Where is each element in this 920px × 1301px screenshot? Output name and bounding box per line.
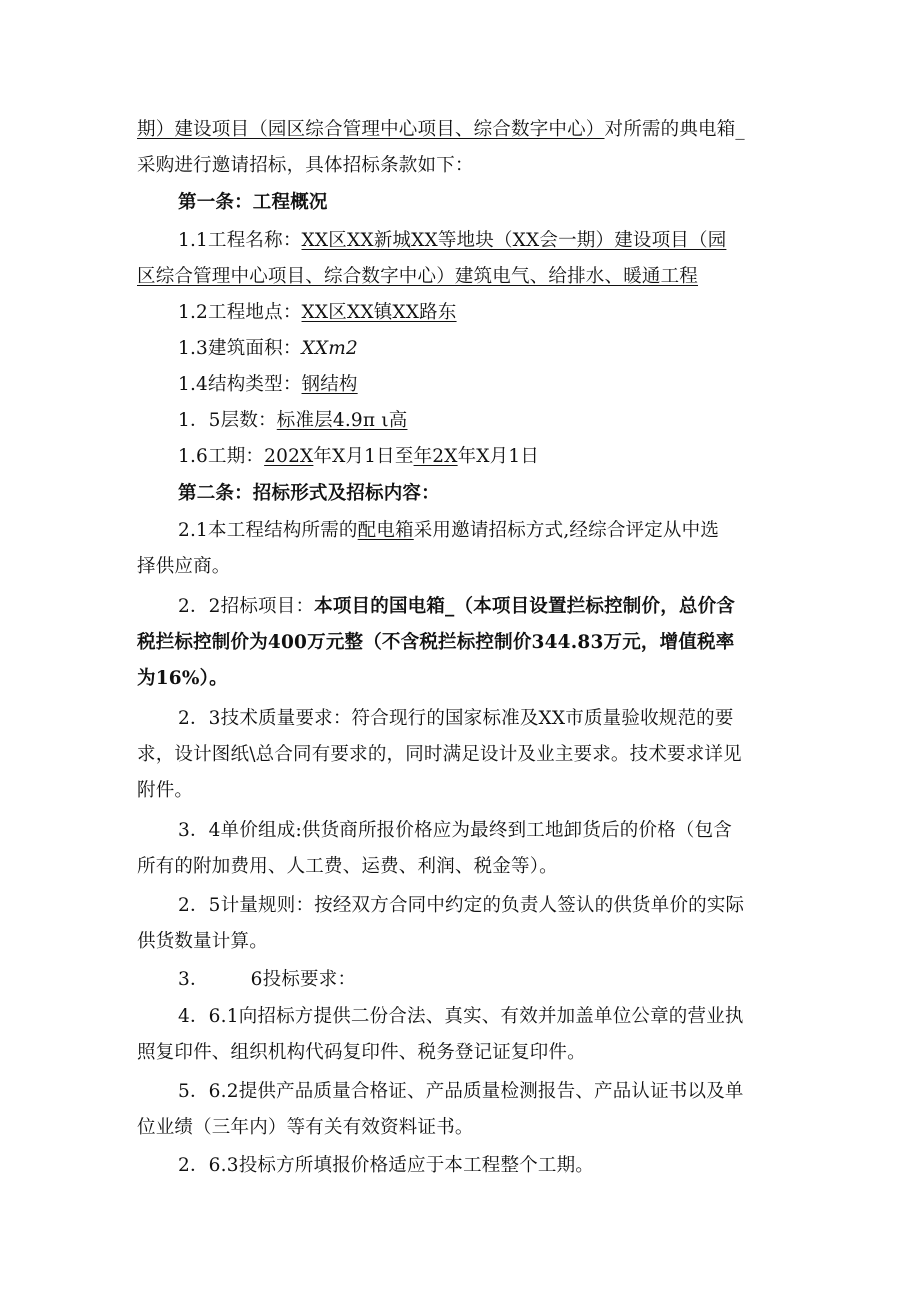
construction-period-end-date: 年X月1日: [457, 446, 540, 467]
clause-3-6-text: 6投标要求：: [250, 969, 357, 990]
intro-purchase-item: 对所需的典电箱_: [604, 119, 745, 140]
clause-2-2-line-3: 为16%）。: [137, 668, 228, 689]
project-site-value: XX区XX镇XX路东: [301, 302, 457, 323]
clause-2-1-line-2: 择供应商。: [137, 556, 231, 577]
clause-2-3-line-1: 2．3技术质量要求：符合现行的国家标准及XX市质量验收规范的要: [178, 708, 734, 729]
floors-line: [178, 408, 407, 434]
clause-3-6-number: 3．: [178, 969, 209, 990]
clause-3-4-line-2: 所有的附加费用、人工费、运费、利润、税金等）。: [137, 856, 558, 877]
project-name-label: 1.1工程名称：: [178, 230, 302, 251]
construction-period-line: [178, 444, 539, 470]
clause-2-1-item: 配电箱: [357, 520, 414, 541]
project-site-label: 1.2工程地点：: [178, 302, 302, 323]
clause-3-4-line-1: 3．4单价组成:供货商所报价格应为最终到工地卸货后的价格（包含: [178, 820, 732, 841]
floors-value: 标准层4.9π ι高: [276, 410, 408, 431]
building-area-label: 1.3建筑面积：: [178, 338, 302, 359]
project-name-value-1: XX区XX新城XX等地块（XX会一期）建设项目（园: [301, 230, 727, 251]
clause-2-2-text-b: 本项目的国电箱_（本项目设置拦标控制价，总价含: [314, 596, 736, 617]
construction-period-start-year: 202X: [264, 446, 314, 467]
clause-2-2-label: 2．2招标项目：: [178, 596, 315, 617]
structure-type-value: 钢结构: [301, 374, 358, 395]
construction-period-start-date: 年X月1日至: [313, 446, 414, 467]
article-2-heading: 第二条：招标形式及招标内容：: [178, 483, 440, 504]
project-name-value-2: 区综合管理中心项目、综合数字中心）建筑电气、给排水、暖通工程: [137, 266, 699, 287]
clause-4-6-1-line-1: 4．6.1向招标方提供二份合法、真实、有效并加盖单位公章的营业执: [178, 1006, 744, 1027]
clause-2-1-text-a: 2.1本工程结构所需的: [178, 520, 358, 541]
clause-2-3-line-3: 附件。: [137, 780, 194, 801]
clause-2-1-line-1: [178, 518, 719, 544]
clause-2-5-line-1: 2．5计量规则：按经双方合同中约定的负责人签认的供货单价的实际: [178, 895, 745, 916]
project-site-line: [178, 300, 457, 326]
floors-label: 1．5层数：: [178, 410, 277, 431]
construction-period-label: 1.6工期：: [178, 446, 265, 467]
intro-line-1: [137, 117, 745, 143]
clause-2-1-text-c: 采用邀请招标方式,经综合评定从中选: [413, 520, 720, 541]
clause-5-6-2-line-1: 5．6.2提供产品质量合格证、产品质量检测报告、产品认证书以及单: [178, 1081, 744, 1102]
building-area-line: [178, 336, 358, 362]
structure-type-line: [178, 372, 358, 398]
intro-line-2: 采购进行邀请招标，具体招标条款如下：: [137, 155, 474, 176]
structure-type-label: 1.4结构类型：: [178, 374, 302, 395]
clause-2-6-3-line: 2．6.3投标方所填报价格适应于本工程整个工期。: [178, 1155, 594, 1176]
clause-2-2-line-1: [178, 594, 735, 620]
project-name-line-1: [178, 228, 726, 254]
project-name-underlined: 期）建设项目（园区综合管理中心项目、综合数字中心）: [137, 119, 605, 140]
clause-5-6-2-line-2: 位业绩（三年内）等有关有效资料证书。: [137, 1117, 474, 1138]
article-1-heading: 第一条：工程概况: [178, 192, 328, 213]
project-name-line-2: [137, 264, 698, 290]
building-area-value: XXm2: [301, 338, 358, 359]
clause-2-2-line-2: 税拦标控制价为400万元整（不含税拦标控制价344.83万元，增值税率: [137, 632, 735, 653]
clause-2-3-line-2: 求，设计图纸\总合同有要求的，同时满足设计及业主要求。技术要求详见: [137, 744, 742, 765]
clause-4-6-1-line-2: 照复印件、组织机构代码复印件、税务登记证复印件。: [137, 1042, 586, 1063]
clause-2-5-line-2: 供货数量计算。: [137, 931, 268, 952]
clause-3-6-line: [178, 967, 356, 993]
construction-period-end-year: 年2X: [413, 446, 458, 467]
